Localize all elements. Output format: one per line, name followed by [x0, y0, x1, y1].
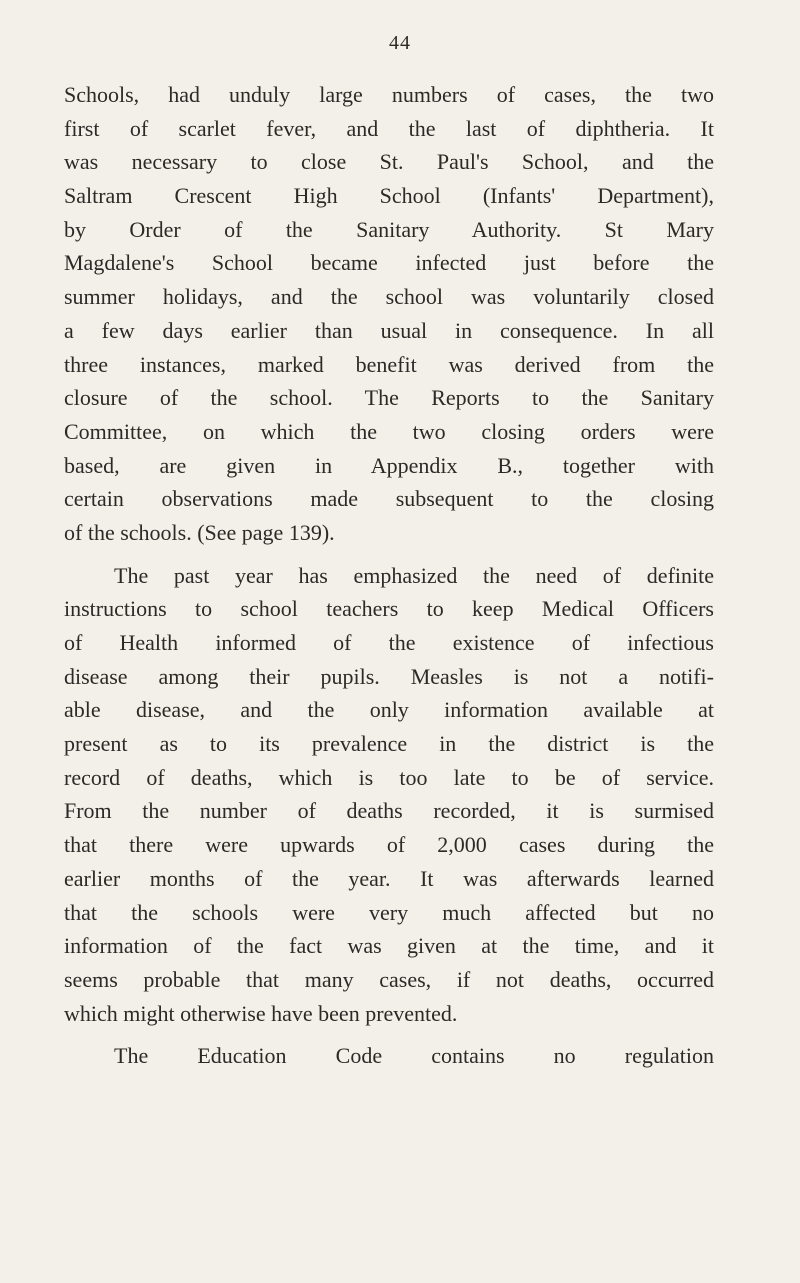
- text-line: a few days earlier than usual in consequence. In all: [64, 317, 714, 343]
- text-line: Committee, on which the two closing orders were: [64, 418, 714, 444]
- text-line: The Education Code contains no regulation: [114, 1043, 714, 1069]
- paragraph-gap: [64, 550, 714, 559]
- text-line: information of the fact was given at the time, and it: [64, 933, 714, 959]
- text-line: first of scarlet fever, and the last of diphtheria. It: [64, 115, 714, 141]
- text-line: disease among their pupils. Measles is not a notifi-: [64, 663, 714, 689]
- text-line: of the schools. (See page 139).: [64, 519, 335, 545]
- text-line: three instances, marked benefit was derived from the: [64, 351, 714, 377]
- text-line: able disease, and the only information available at: [64, 697, 714, 723]
- text-line: Saltram Crescent High School (Infants' Department),: [64, 183, 714, 209]
- text-line: record of deaths, which is too late to be of service.: [64, 764, 714, 790]
- page-number: 44: [389, 32, 411, 54]
- text-line: that the schools were very much affected but no: [64, 899, 714, 925]
- text-line: based, are given in Appendix B., together with: [64, 452, 714, 478]
- text-line: The past year has emphasized the need of definite: [114, 562, 714, 588]
- text-line: certain observations made subsequent to the closing: [64, 486, 714, 512]
- text-line: present as to its prevalence in the district is the: [64, 731, 714, 757]
- text-line: closure of the school. The Reports to the Sanitary: [64, 385, 714, 411]
- text-line: instructions to school teachers to keep Medical Officers: [64, 596, 714, 622]
- text-line: From the number of deaths recorded, it is surmised: [64, 798, 714, 824]
- text-line: summer holidays, and the school was voluntarily closed: [64, 284, 714, 310]
- text-line: seems probable that many cases, if not deaths, occurred: [64, 966, 714, 992]
- text-line: by Order of the Sanitary Authority. St Mary: [64, 216, 714, 242]
- text-line: Schools, had unduly large numbers of cases, the two: [64, 82, 714, 107]
- text-line: that there were upwards of 2,000 cases during the: [64, 832, 714, 858]
- body-text: [64, 78, 714, 1073]
- text-line: was necessary to close St. Paul's School, and the: [64, 149, 714, 175]
- text-line: which might otherwise have been prevented.: [64, 1000, 458, 1026]
- paragraph-gap: [64, 1030, 714, 1039]
- text-line: Magdalene's School became infected just before the: [64, 250, 714, 276]
- text-line: earlier months of the year. It was afterwards learned: [64, 865, 714, 891]
- text-line: of Health informed of the existence of infectious: [64, 630, 714, 655]
